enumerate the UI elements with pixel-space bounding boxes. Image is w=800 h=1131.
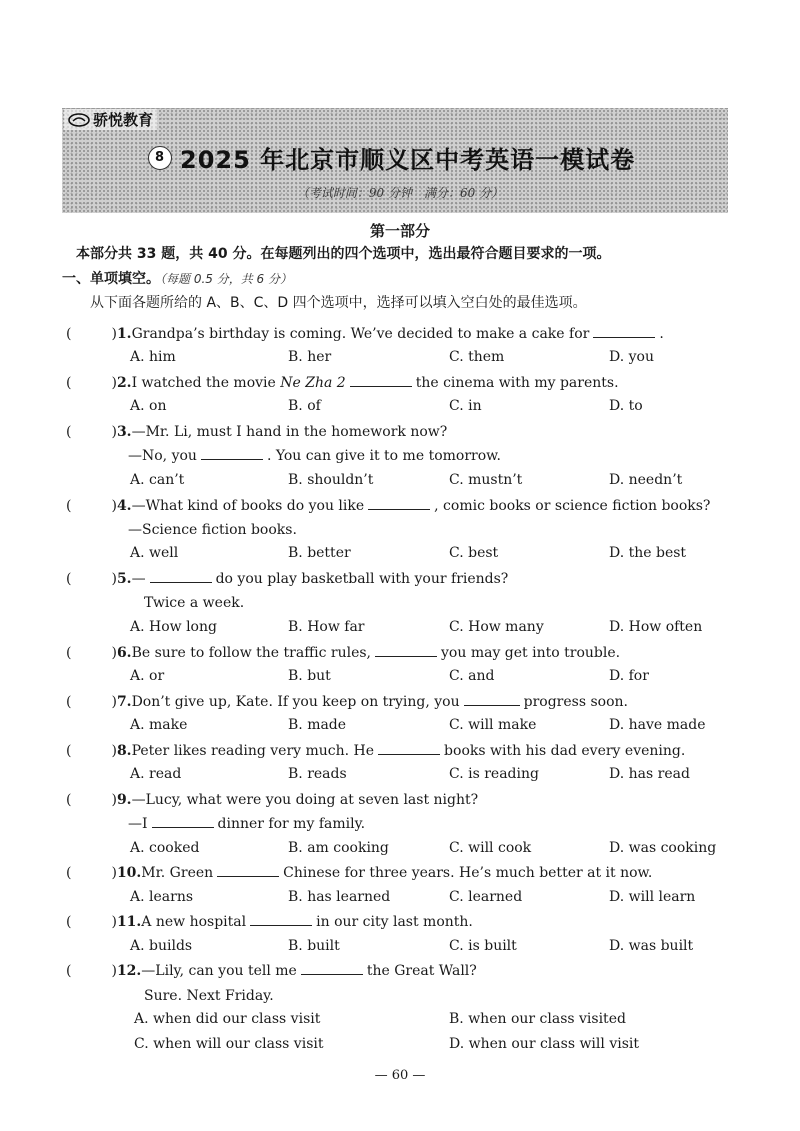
option-b[interactable]: B. has learned bbox=[288, 889, 391, 905]
part-scoring: （每题 0.5 分，共 6 分） bbox=[160, 272, 292, 286]
option-b[interactable]: B. better bbox=[288, 545, 351, 561]
option-a[interactable]: A. or bbox=[130, 668, 165, 684]
option-c[interactable]: C. learned bbox=[449, 889, 523, 905]
answer-blank[interactable] bbox=[150, 570, 212, 583]
option-d[interactable]: D. the best bbox=[609, 545, 687, 561]
option-d[interactable]: D. for bbox=[609, 668, 649, 684]
option-c[interactable]: C. will make bbox=[449, 717, 537, 733]
option-a[interactable]: A. well bbox=[130, 545, 179, 561]
option-b[interactable]: B. am cooking bbox=[288, 840, 389, 856]
question-12-line2: Sure. Next Friday. bbox=[144, 988, 274, 1004]
section-title: 第一部分 bbox=[369, 222, 430, 240]
brand-logo bbox=[64, 109, 157, 130]
exam-number-badge: 8 bbox=[148, 146, 172, 170]
option-c[interactable]: C. will cook bbox=[449, 840, 532, 856]
option-b[interactable]: B. made bbox=[288, 717, 347, 733]
option-d[interactable]: D. was cooking bbox=[609, 840, 717, 856]
exam-title bbox=[148, 140, 635, 175]
question-3: ( )3.—Mr. Li, must I hand in the homework now? bbox=[66, 424, 448, 440]
option-c[interactable]: C. them bbox=[449, 349, 505, 365]
option-b[interactable]: B. but bbox=[288, 668, 331, 684]
option-c[interactable]: C. in bbox=[449, 398, 482, 414]
option-b[interactable]: B. shouldn’t bbox=[288, 472, 374, 488]
answer-blank[interactable] bbox=[378, 742, 440, 755]
option-b[interactable]: B. of bbox=[288, 398, 321, 414]
option-d[interactable]: D. to bbox=[609, 398, 643, 414]
question-1: ( )1.Grandpa’s birthday is coming. We’ve decided to make a cake for . bbox=[66, 326, 664, 342]
option-a[interactable]: A. How long bbox=[130, 619, 217, 635]
option-c[interactable]: C. is reading bbox=[449, 766, 539, 782]
question-4: ( )4.—What kind of books do you like , comic books or science fiction books? bbox=[66, 498, 711, 514]
option-c[interactable]: C. best bbox=[449, 545, 499, 561]
question-5-line2: Twice a week. bbox=[144, 595, 245, 611]
option-a[interactable]: A. when did our class visit bbox=[134, 1011, 321, 1027]
answer-blank[interactable] bbox=[350, 374, 412, 387]
option-d[interactable]: D. needn’t bbox=[609, 472, 683, 488]
option-a[interactable]: A. read bbox=[130, 766, 182, 782]
question-12: ( )12.—Lily, can you tell me the Great Wall? bbox=[66, 963, 477, 979]
option-a[interactable]: A. builds bbox=[130, 938, 193, 954]
brand-icon bbox=[68, 113, 90, 127]
option-b[interactable]: B. built bbox=[288, 938, 340, 954]
option-a[interactable]: A. him bbox=[130, 349, 176, 365]
question-9-line2: —I dinner for my family. bbox=[128, 816, 366, 832]
part-direction: 从下面各题所给的 A、B、C、D 四个选项中，选择可以填入空白处的最佳选项。 bbox=[90, 295, 587, 311]
option-c[interactable]: C. mustn’t bbox=[449, 472, 523, 488]
answer-blank[interactable] bbox=[593, 325, 655, 338]
question-8: ( )8.Peter likes reading very much. He books with his dad every evening. bbox=[66, 743, 686, 759]
answer-blank[interactable] bbox=[301, 962, 363, 975]
page-number: — 60 — bbox=[374, 1068, 426, 1083]
option-c[interactable]: C. when will our class visit bbox=[134, 1036, 324, 1052]
option-a[interactable]: A. make bbox=[130, 717, 188, 733]
option-b[interactable]: B. her bbox=[288, 349, 332, 365]
option-c[interactable]: C. and bbox=[449, 668, 495, 684]
option-d[interactable]: D. you bbox=[609, 349, 654, 365]
option-a[interactable]: A. cooked bbox=[130, 840, 200, 856]
question-3-line2: —No, you . You can give it to me tomorrow. bbox=[128, 448, 501, 464]
brand-name: 骄悦教育 bbox=[93, 111, 154, 129]
question-6: ( )6.Be sure to follow the traffic rules, you may get into trouble. bbox=[66, 645, 621, 661]
answer-blank[interactable] bbox=[250, 913, 312, 926]
option-d[interactable]: D. have made bbox=[609, 717, 706, 733]
answer-blank[interactable] bbox=[217, 864, 279, 877]
question-7: ( )7.Don’t give up, Kate. If you keep on trying, you progress soon. bbox=[66, 694, 628, 710]
section-intro: 本部分共 33 题，共 40 分。在每题列出的四个选项中，选出最符合题目要求的一项。 bbox=[76, 246, 611, 262]
question-10: ( )10.Mr. Green Chinese for three years. He’s much better at it now. bbox=[66, 865, 653, 881]
exam-meta: （考试时间：90 分钟 满分：60 分） bbox=[296, 186, 504, 200]
part-heading bbox=[62, 270, 292, 288]
answer-blank[interactable] bbox=[464, 693, 520, 706]
question-9: ( )9.—Lucy, what were you doing at seven last night? bbox=[66, 792, 479, 808]
option-c[interactable]: C. How many bbox=[449, 619, 544, 635]
option-a[interactable]: A. on bbox=[130, 398, 167, 414]
part-label: 一、单项填空。 bbox=[62, 271, 160, 287]
option-d[interactable]: D. How often bbox=[609, 619, 703, 635]
option-b[interactable]: B. reads bbox=[288, 766, 347, 782]
option-d[interactable]: D. will learn bbox=[609, 889, 696, 905]
option-a[interactable]: A. can’t bbox=[130, 472, 185, 488]
option-b[interactable]: B. when our class visited bbox=[449, 1011, 626, 1027]
option-c[interactable]: C. is built bbox=[449, 938, 517, 954]
option-a[interactable]: A. learns bbox=[130, 889, 194, 905]
option-d[interactable]: D. has read bbox=[609, 766, 690, 782]
option-d[interactable]: D. when our class will visit bbox=[449, 1036, 639, 1052]
answer-blank[interactable] bbox=[375, 644, 437, 657]
question-4-line2: —Science fiction books. bbox=[128, 522, 297, 538]
question-11: ( )11.A new hospital in our city last month. bbox=[66, 914, 473, 930]
exam-title-text: 2025 年北京市顺义区中考英语一模试卷 bbox=[180, 146, 636, 174]
option-d[interactable]: D. was built bbox=[609, 938, 694, 954]
option-b[interactable]: B. How far bbox=[288, 619, 365, 635]
answer-blank[interactable] bbox=[201, 447, 263, 460]
answer-blank[interactable] bbox=[152, 815, 214, 828]
question-5: ( )5.— do you play basketball with your friends? bbox=[66, 571, 509, 587]
question-2: ( )2.I watched the movie Ne Zha 2 the cinema with my parents. bbox=[66, 375, 619, 391]
answer-blank[interactable] bbox=[368, 497, 430, 510]
